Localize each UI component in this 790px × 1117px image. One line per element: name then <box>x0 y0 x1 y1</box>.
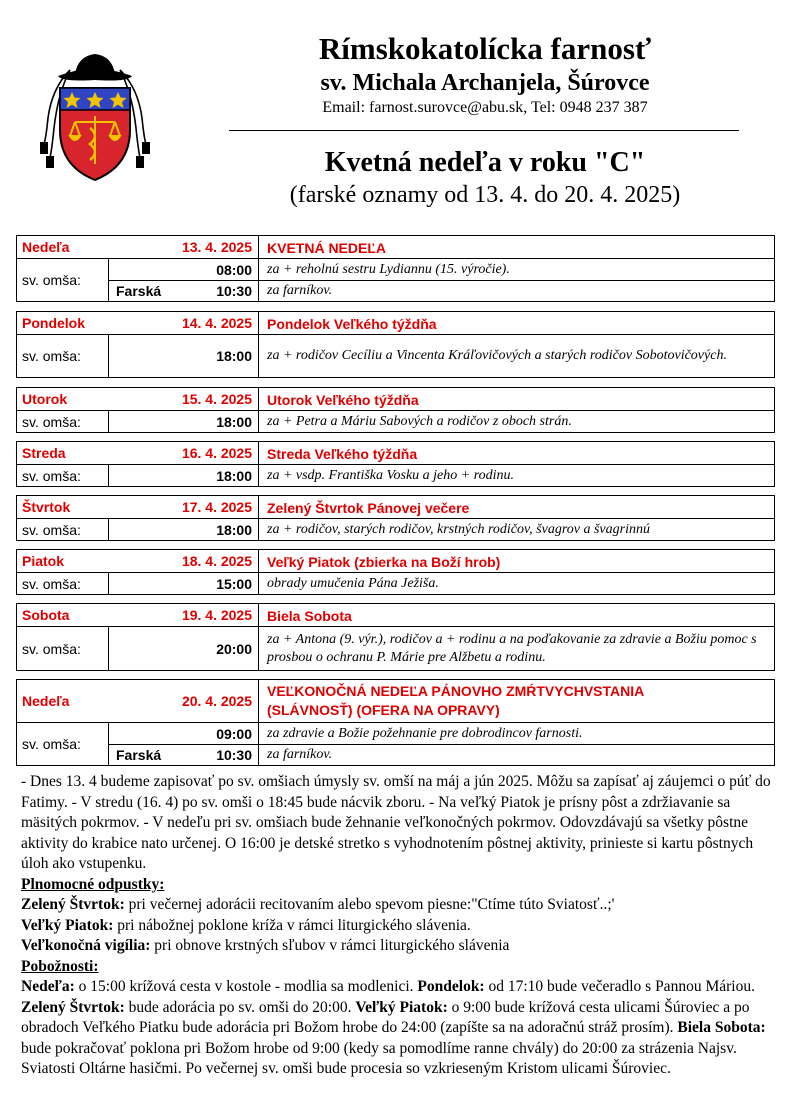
mass-intention: za + rodičov Cecíliu a Vincenta Kráľovičových a starých rodičov Sobotovičových. <box>267 348 727 363</box>
mass-intention: za + vsdp. Františka Vosku a jeho + rodinu. <box>267 467 515 483</box>
day-title: Streda Veľkého týždňa <box>267 446 418 462</box>
day-block-friday <box>16 549 775 595</box>
mass-place <box>109 627 165 670</box>
day-date: 18. 4. 2025 <box>109 550 259 572</box>
day-name: Sobota <box>22 607 70 623</box>
day-block-thursday <box>16 495 775 541</box>
day-name: Nedeľa <box>22 239 70 255</box>
week-range: (farské oznamy od 13. 4. do 20. 4. 2025) <box>289 182 681 208</box>
mass-time: 10:30 <box>165 281 259 301</box>
mass-label: sv. omša: <box>17 259 109 301</box>
day-date: 13. 4. 2025 <box>109 236 259 258</box>
mass-place: Farská <box>116 283 162 299</box>
parish-title: Rímskokatolícka farnosť <box>318 31 652 66</box>
mass-intention: za + Petra a Máriu Sabových a rodičov z oboch strán. <box>267 413 572 429</box>
day-name: Utorok <box>22 391 68 407</box>
mass-intention: za + reholnú sestru Lydiannu (15. výročie). <box>267 261 510 277</box>
contact-line: Email: farnost.surovce@abu.sk, Tel: 0948 237 387 <box>322 99 648 116</box>
mass-time: 18:00 <box>165 465 259 486</box>
day-name: Streda <box>22 445 66 461</box>
mass-intention: za farníkov. <box>267 283 333 298</box>
mass-place <box>109 465 165 486</box>
mass-place <box>109 259 165 280</box>
mass-time: 08:00 <box>165 259 259 280</box>
mass-time: 09:00 <box>165 723 259 744</box>
day-name: Štvrtok <box>22 499 71 515</box>
indulgence-heading: Plnomocné odpustky: <box>21 875 165 893</box>
day-title: Utorok Veľkého týždňa <box>267 392 419 408</box>
day-name: Piatok <box>22 553 65 569</box>
mass-time: 15:00 <box>165 573 259 594</box>
mass-place <box>109 573 165 594</box>
mass-label: sv. omša: <box>17 519 109 540</box>
announcements-intro: - Dnes 13. 4 budeme zapisovať po sv. omšiach úmysly sv. omší na máj a jún 2025. Môžu sa zapísať aj záujemci o púť do Fatimy. - V stredu (16. 4) po sv. omši o 18:45 bude nácvik zboru. - Na veľký Piatok je prísny pôst a zdržiavanie sa mäsitých pokrmov. - V nedeľu pri sv. omšiach bude žehnanie veľkonočných pokrmov. Odovzdávajú sa všetky pôstne aktivity do krabice nato určenej. O 16:00 je detské stretko s vyhodnotením pôstnej aktivity, prinieste si kartu pôstnych úloh ako vstupenku. <box>21 773 771 872</box>
mass-label: sv. omša: <box>17 465 109 486</box>
day-title: KVETNÁ NEDEĽA <box>267 240 387 256</box>
mass-place <box>109 723 165 744</box>
mass-place: Farská <box>116 747 162 763</box>
day-date: 14. 4. 2025 <box>109 312 259 334</box>
mass-place <box>109 335 165 377</box>
indulgence-item: Veľký Piatok: pri nábožnej poklone kríža v rámci liturgického slávenia. <box>21 916 471 934</box>
mass-intention: obrady umučenia Pána Ježiša. <box>267 575 439 591</box>
mass-time: 18:00 <box>165 411 259 432</box>
day-title: VEĽKONOČNÁ NEDEĽA PÁNOVHO ZMŔTVYCHVSTANIA (SLÁVNOSŤ) (OFERA NA OPRAVY) <box>267 683 644 718</box>
mass-intention: za zdravie a Božie požehnanie pre dobrodincov farnosti. <box>267 725 583 741</box>
mass-time: 20:00 <box>165 627 259 670</box>
day-title: Zelený Štvrtok Pánovej večere <box>267 500 470 516</box>
day-title: Veľký Piatok (zbierka na Boží hrob) <box>267 554 501 570</box>
mass-place <box>109 519 165 540</box>
mass-label: sv. omša: <box>17 723 109 765</box>
day-block-monday <box>16 311 775 378</box>
day-name: Nedeľa <box>22 693 70 709</box>
mass-time: 18:00 <box>165 519 259 540</box>
mass-label: sv. omša: <box>17 573 109 594</box>
announcements <box>21 772 781 1080</box>
day-block-sunday-2 <box>16 679 775 766</box>
indulgence-item: Zelený Štvrtok: pri večernej adorácii recitovaním alebo spevom piesne:"Ctíme túto Sviatosť..;' <box>21 896 615 913</box>
mass-intention: za + rodičov, starých rodičov, krstných rodičov, švagrov a švagrinnú <box>267 521 650 537</box>
day-date: 17. 4. 2025 <box>109 496 259 518</box>
header-divider <box>229 130 739 131</box>
day-block-saturday <box>16 603 775 671</box>
day-date: 20. 4. 2025 <box>109 680 259 722</box>
day-date: 16. 4. 2025 <box>109 442 259 464</box>
day-block-wednesday <box>16 441 775 487</box>
day-name: Pondelok <box>22 315 86 331</box>
day-block-tuesday <box>16 387 775 433</box>
day-title: Pondelok Veľkého týždňa <box>267 316 437 332</box>
day-title: Biela Sobota <box>267 608 352 624</box>
day-date: 15. 4. 2025 <box>109 388 259 410</box>
mass-time: 10:30 <box>165 745 259 765</box>
week-title: Kvetná nedeľa v roku "C" <box>324 147 646 178</box>
mass-label: sv. omša: <box>17 335 109 377</box>
parish-subtitle: sv. Michala Archanjela, Šúrovce <box>320 70 650 96</box>
devotion-heading: Pobožnosti: <box>21 957 99 975</box>
devotion-paragraph: Nedeľa: o 15:00 krížová cesta v kostole - modlia sa modlenici. Pondelok: od 17:10 bude večeradlo s Pannou Máriou. Zelený Štvrtok: bude adorácia po sv. omši do 20:00. Veľký Piatok: o 9:00 bude krížová cesta ulicami Šúroviec a po obradoch Veľkého Piatku bude adorácia pri Božom hrobe do 24:00 (zapíšte sa na adoračnú stráž prosím). Biela Sobota: bude pokračovať poklona pri Božom hrobe od 9:00 (kedy sa pomodlíme ranne chvály) do 20:00 za strázenia Najsv. Sviatosti Oltárne hasičmi. Po večernej sv. omši bude procesia so vzkrieseným Kristom ulicami Šúroviec. <box>21 978 766 1077</box>
mass-time: 18:00 <box>165 335 259 377</box>
parish-crest <box>30 48 160 188</box>
mass-label: sv. omša: <box>17 627 109 670</box>
day-block-sunday-1 <box>16 235 775 302</box>
day-date: 19. 4. 2025 <box>109 604 259 626</box>
mass-intention: za + Antona (9. výr.), rodičov a + rodinu a na poďakovanie za zdravie a Božiu pomoc s prosbou o ochranu P. Márie pre Alžbetu a rodinu. <box>267 631 757 665</box>
mass-label: sv. omša: <box>17 411 109 432</box>
mass-intention: za farníkov. <box>267 747 333 762</box>
mass-place <box>109 411 165 432</box>
indulgence-item: Veľkonočná vigília: pri obnove krstných sľubov v rámci liturgického slávenia <box>21 937 510 954</box>
